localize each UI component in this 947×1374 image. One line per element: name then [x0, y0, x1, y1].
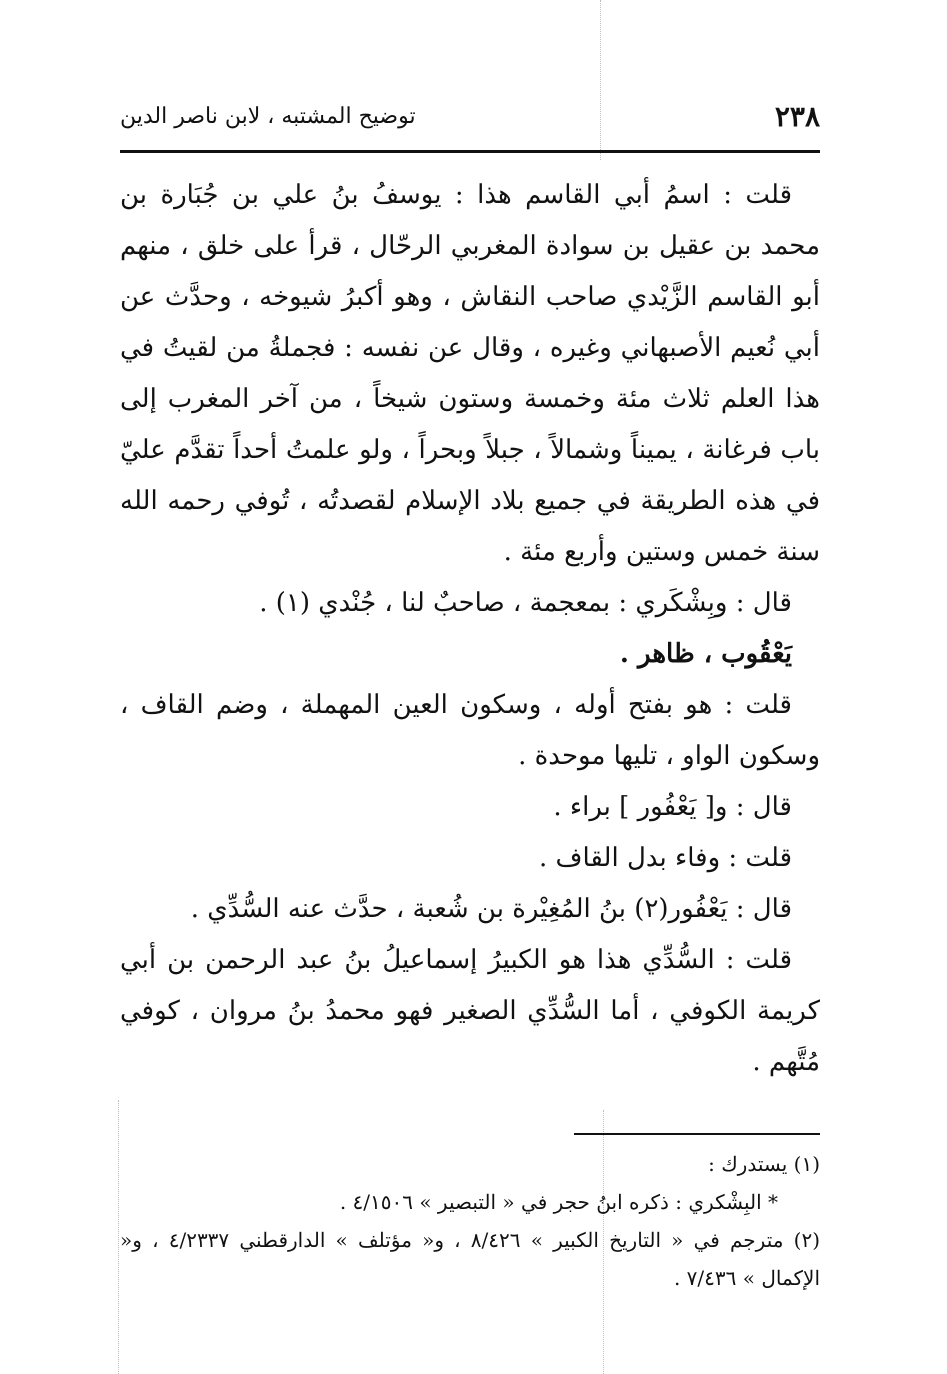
footnote: (٢) مترجم في « التاريخ الكبير » ٨/٤٢٦ ، و« مؤتلف » الدارقطني ٤/٢٣٣٧ ، و« الإكمال » ٧/٤٣٦ .	[120, 1228, 820, 1290]
page-number: ٢٣٨	[774, 100, 820, 133]
paragraph: قال : يَعْفُور(٢) بنُ المُغِيْرة بن شُعبة ، حدَّث عنه السُّدِّي .	[190, 894, 792, 924]
main-text	[120, 170, 820, 1088]
header-rule	[120, 150, 820, 153]
paragraph: قال : و[ يَعْفُور ] براء .	[553, 792, 792, 822]
footnote-rule	[574, 1133, 820, 1135]
scan-guide-line	[118, 1100, 119, 1374]
footnotes	[120, 1145, 820, 1297]
paragraph: قلت : السُّدِّي هذا هو الكبيرُ إسماعيلُ بنُ عبد الرحمن بن أبي كريمة الكوفي ، أما السُّدِّي الصغير فهو محمدُ بنُ مروان ، كوفي مُتَّهم .	[120, 945, 820, 1077]
paragraph: قلت : هو بفتح أوله ، وسكون العين المهملة ، وضم القاف ، وسكون الواو ، تليها موحدة .	[120, 690, 820, 771]
paragraph: قال : وبِشْكَري : بمعجمة ، صاحبٌ لنا ، جُنْدي (١) .	[259, 588, 792, 618]
paragraph: قلت : وفاء بدل القاف .	[539, 843, 792, 873]
paragraph: قلت : اسمُ أبي القاسم هذا : يوسفُ بنُ علي بن جُبَارة بن محمد بن عقيل بن سوادة المغربي الرحّال ، قرأ على خلق ، منهم أبو القاسم الزَّيْدي صاحب النقاش ، وهو أكبرُ شيوخه ، وحدَّث عن أبي نُعيم الأصبهاني وغيره ، وقال عن نفسه : فجملةُ من لقيتُ في هذا العلم ثلاث مئة وخمسة وستون شيخاً ، من آخر المغرب إلى باب فرغانة ، يميناً وشمالاً ، جبلاً وبحراً ، ولو علمتُ أحداً تقدَّم عليّ في هذه الطريقة في جميع بلاد الإسلام لقصدتُه ، تُوفي رحمه الله سنة خمس وستين وأربع مئة .	[120, 180, 820, 567]
footnote: (١) يستدرك :	[708, 1152, 820, 1176]
running-title: توضيح المشتبه ، لابن ناصر الدين	[120, 104, 416, 129]
page-header	[120, 100, 820, 140]
paragraph: يَعْقُوب ، ظاهر .	[619, 639, 792, 669]
footnote: * البِشْكري : ذكره ابنُ حجر في « التبصير » ٤/١٥٠٦ .	[339, 1190, 778, 1214]
